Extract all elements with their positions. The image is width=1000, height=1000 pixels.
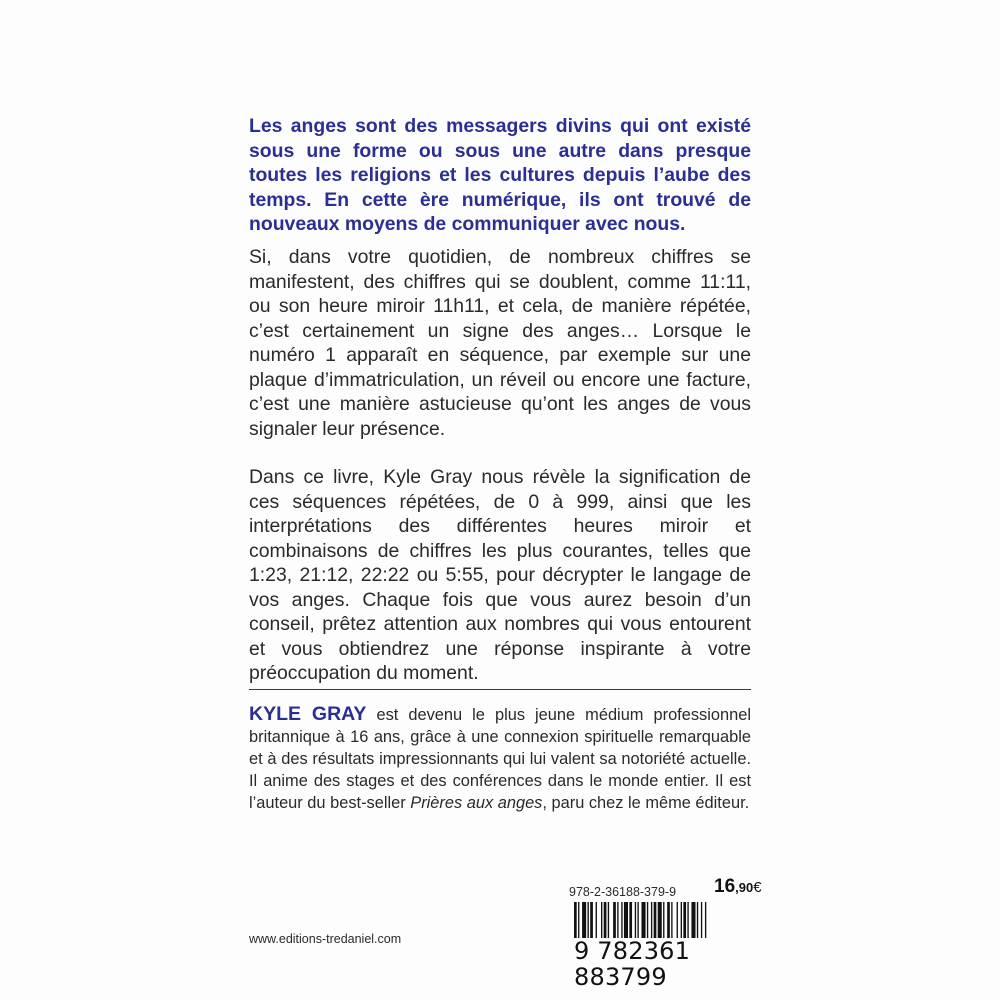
- section-divider: [249, 689, 751, 690]
- author-name: KYLE GRAY: [249, 703, 367, 725]
- barcode-digits: 9 782361 883799: [574, 938, 752, 990]
- book-title: Prières aux anges: [410, 794, 543, 812]
- intro-paragraph: Les anges sont des messagers divins qui ont existé sous une forme ou sous une autre dans presque toutes les religions et les cultures depuis l’aube des temps. En cette ère numérique, ils ont trouvé de nouveaux moyens de communiquer avec nous.: [249, 115, 751, 235]
- price-units: 16: [714, 876, 736, 897]
- author-bio-text-2: , paru chez le même éditeur.: [542, 794, 750, 812]
- price-currency: €: [753, 879, 762, 896]
- body-paragraph-1: Si, dans votre quotidien, de nombreux chiffres se manifestent, des chiffres qui se doublent, comme 11:11, ou son heure miroir 11h11, et cela, de manière répétée, c’est certainement un signe des anges… Lorsque le numéro 1 apparaît en séquence, par exemple sur une plaque d’immatriculation, un réveil ou encore une facture, c’est une manière astucieuse qu’ont les anges de vous signaler leur présence.: [249, 246, 751, 440]
- author-bio-text-1: est devenu le plus jeune médium professionnel britannique à 16 ans, grâce à une connexion spirituelle remarquable et à des résultats impressionnants qui lui valent sa notoriété actuelle. Il anime des stages et des conférences dans le monde entier. Il est l’auteur du best-seller: [249, 706, 751, 812]
- publisher-website: www.editions-tredaniel.com: [249, 932, 402, 946]
- isbn-number: 978-2-36188-379-9: [569, 885, 677, 899]
- body-paragraph-2: Dans ce livre, Kyle Gray nous révèle la signification de ces séquences répétées, de 0 à 999, ainsi que les interprétations des différentes heures miroir et combinaisons de chiffres les plus courantes, telles que 1:23, 21:12, 22:22 ou 5:55, pour décrypter le langage de vos anges. Chaque fois que vous aurez besoin d’un conseil, prêtez attention aux nombres qui vous entourent et vous obtiendrez une réponse inspirante à votre préoccupation du moment.: [249, 466, 751, 684]
- price-label: [714, 876, 762, 898]
- author-bio: [249, 703, 751, 814]
- price-cents: ,90: [735, 880, 754, 895]
